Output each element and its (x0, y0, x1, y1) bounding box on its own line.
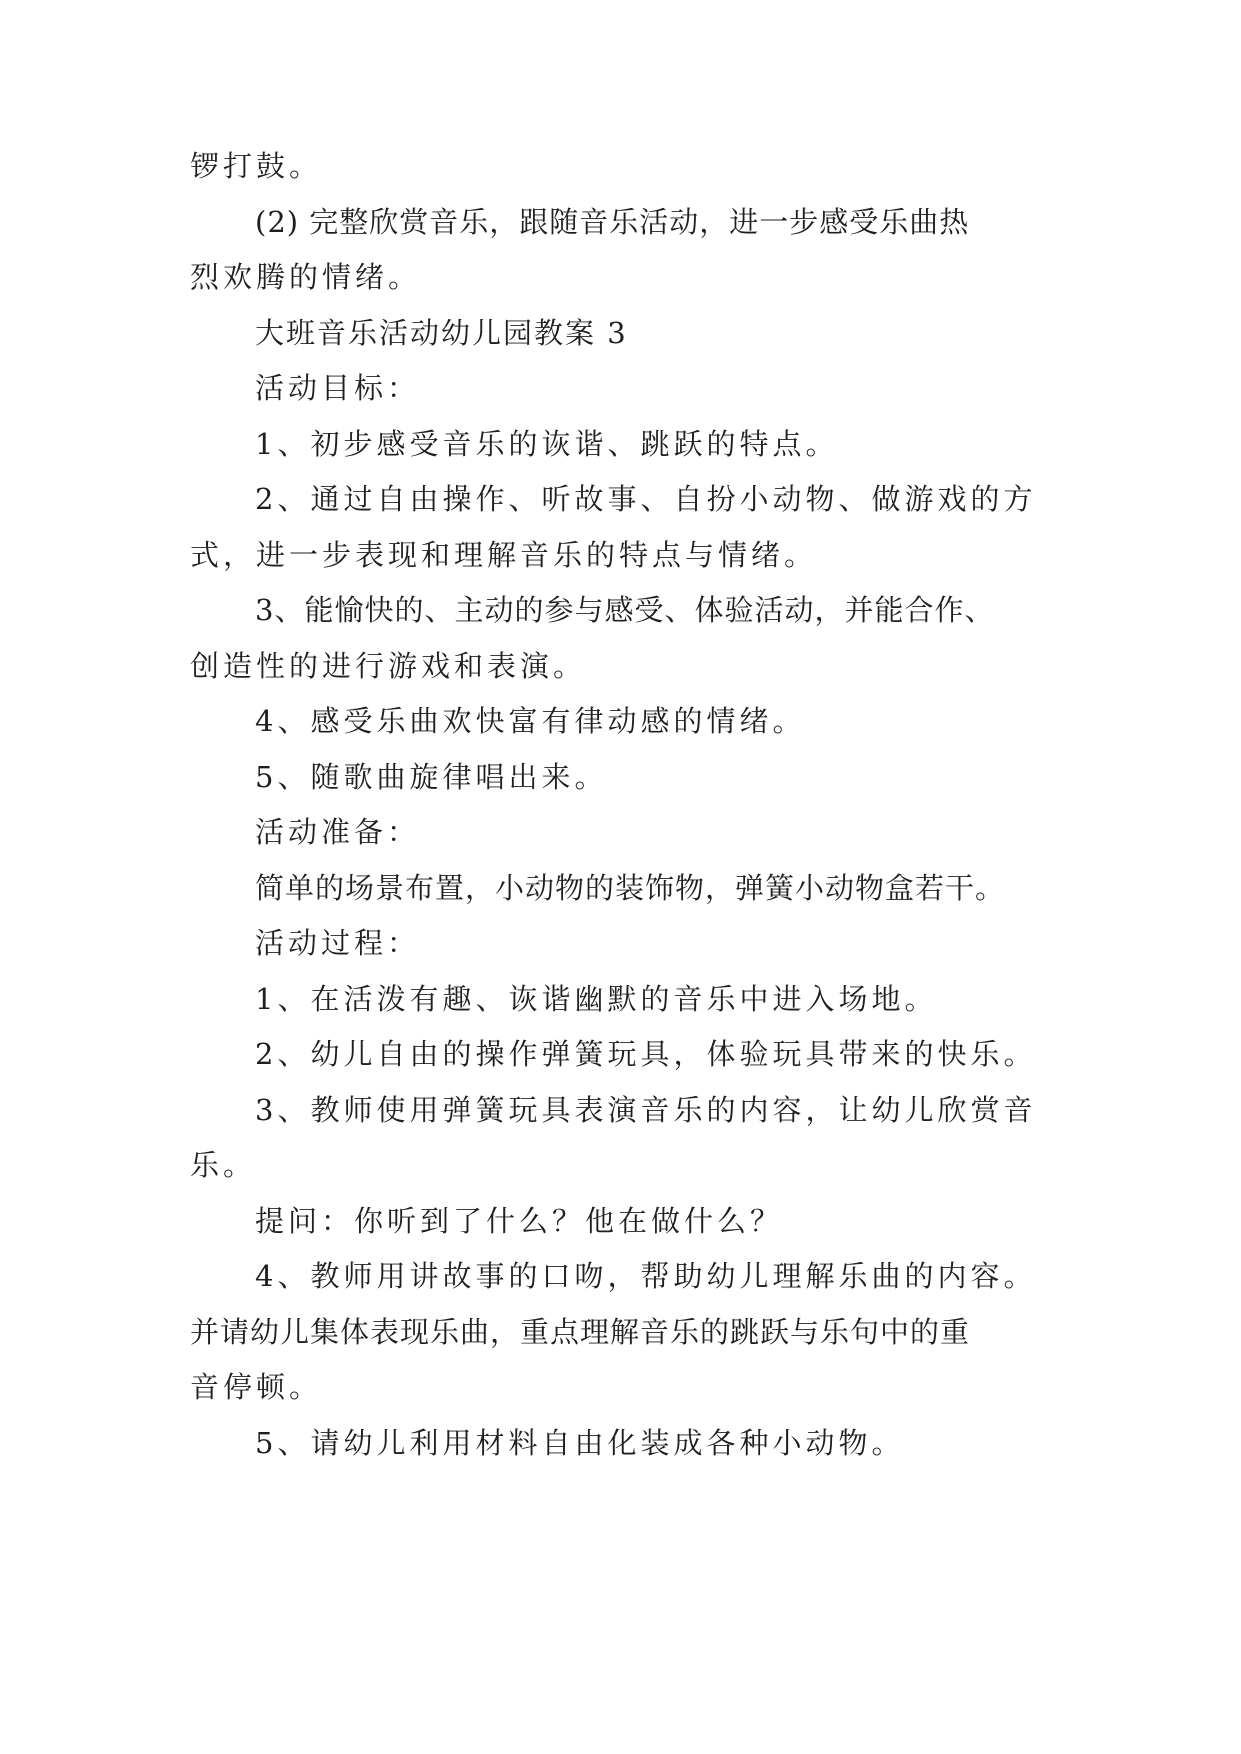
text-line: 烈欢腾的情绪。 (190, 260, 422, 294)
text-line: 乐。 (190, 1148, 257, 1182)
text-line: 4、感受乐曲欢快富有律动感的情绪。 (255, 704, 806, 738)
text-line: (2) 完整欣赏音乐，跟随音乐活动，进一步感受乐曲热 (255, 205, 970, 239)
text-line: 4、教师用讲故事的口吻，帮助幼儿理解乐曲的内容。 (255, 1259, 1037, 1293)
text-line: 式，进一步表现和理解音乐的特点与情绪。 (190, 538, 818, 572)
text-line: 活动目标： (255, 371, 421, 405)
text-line: 5、随歌曲旋律唱出来。 (255, 760, 608, 794)
text-line: 音停顿。 (190, 1370, 323, 1404)
section-heading: 大班音乐活动幼儿园教案 3 (255, 316, 628, 350)
text-line: 2、幼儿自由的操作弹簧玩具，体验玩具带来的快乐。 (255, 1037, 1037, 1071)
text-line: 5、请幼儿利用材料自由化装成各种小动物。 (255, 1426, 905, 1460)
text-line: 锣打鼓。 (190, 149, 323, 183)
text-line: 1、初步感受音乐的诙谐、跳跃的特点。 (255, 427, 839, 461)
text-line: 创造性的进行游戏和表演。 (190, 649, 587, 683)
text-line: 并请幼儿集体表现乐曲，重点理解音乐的跳跃与乐句中的重 (190, 1315, 971, 1349)
text-line: 2、通过自由操作、听故事、自扮小动物、做游戏的方 (255, 482, 1037, 516)
text-line: 提问：你听到了什么？他在做什么？ (255, 1204, 784, 1238)
text-line: 3、教师使用弹簧玩具表演音乐的内容，让幼儿欣赏音 (255, 1093, 1037, 1127)
text-line: 活动过程： (255, 926, 421, 960)
text-line: 简单的场景布置，小动物的装饰物，弹簧小动物盒若干。 (255, 871, 1006, 905)
text-line: 活动准备： (255, 815, 421, 849)
text-line: 3、能愉快的、主动的参与感受、体验活动，并能合作、 (255, 593, 995, 627)
text-line: 1、在活泼有趣、诙谐幽默的音乐中进入场地。 (255, 982, 938, 1016)
